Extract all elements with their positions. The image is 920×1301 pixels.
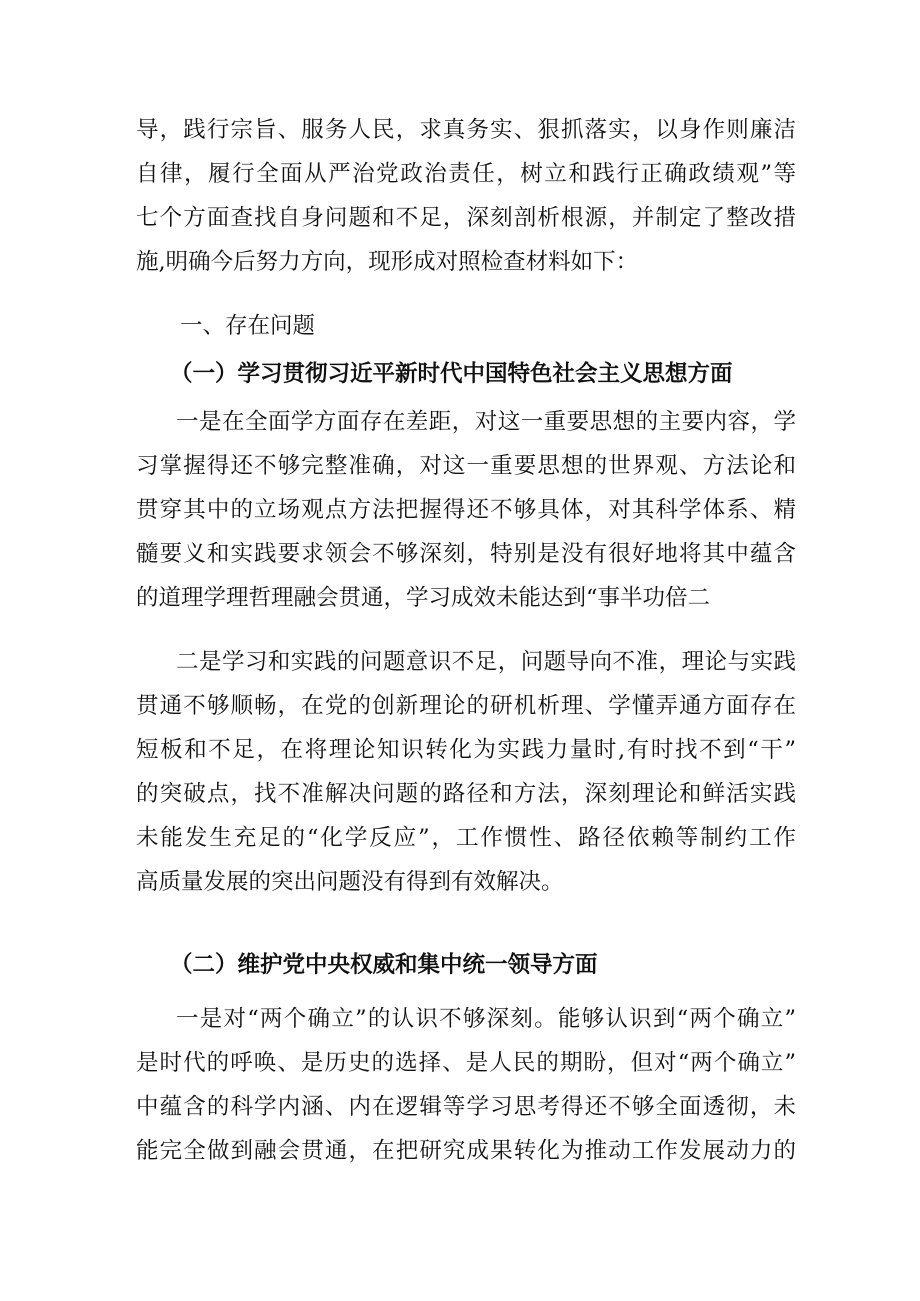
paragraph-line: 的道理学理哲理融会贯通，学习成效未能达到“事半功倍二 (136, 585, 711, 611)
section-heading: 一、存在问题 (180, 313, 316, 339)
paragraph-line: 贯通不够顺畅，在党的创新理论的研机析理、学懂弄通方面存在 (136, 693, 796, 719)
paragraph-line: 短板和不足，在将理论知识转化为实践力量时,有时找不到“干” (136, 737, 796, 763)
paragraph-line: 未能发生充足的“化学反应”，工作惯性、路径依赖等制约工作 (136, 825, 796, 851)
subsection-heading-2: （二）维护党中央权威和集中统一领导方面 (170, 952, 598, 978)
intro-line: 施,明确今后努力方向，现形成对照检查材料如下： (136, 249, 639, 275)
paragraph-1 (136, 400, 796, 620)
paragraph-line: 中蕴含的科学内涵、内在逻辑等学习思考得还不够全面透彻，未 (136, 1094, 796, 1120)
paragraph-line: 髓要义和实践要求领会不够深刻，特别是没有很好地将其中蕴含 (136, 541, 796, 567)
paragraph-3 (136, 997, 796, 1173)
intro-paragraph (136, 108, 796, 284)
intro-line: 七个方面查找自身问题和不足，深刻剖析根源，并制定了整改措 (136, 205, 796, 231)
intro-line: 导，践行宗旨、服务人民，求真务实、狠抓落实，以身作则廉洁 (136, 117, 796, 143)
paragraph-line: 习掌握得还不够完整准确，对这一重要思想的世界观、方法论和 (136, 453, 796, 479)
paragraph-line: 一是在全面学方面存在差距，对这一重要思想的主要内容，学 (176, 409, 796, 435)
subsection-heading-1: （一）学习贯彻习近平新时代中国特色社会主义思想方面 (170, 361, 733, 387)
paragraph-line: 贯穿其中的立场观点方法把握得还不够具体，对其科学体系、精 (136, 497, 796, 523)
paragraph-line: 一是对“两个确立”的认识不够深刻。能够认识到“两个确立” (176, 1006, 796, 1032)
paragraph-line: 二是学习和实践的问题意识不足，问题导向不准，理论与实践 (176, 649, 796, 675)
paragraph-line: 高质量发展的突出问题没有得到有效解决。 (136, 869, 564, 895)
paragraph-line: 的突破点，找不准解决问题的路径和方法，深刻理论和鲜活实践 (136, 781, 796, 807)
intro-line: 自律，履行全面从严治党政治责任，树立和践行正确政绩观”等 (136, 161, 796, 187)
paragraph-2 (136, 640, 796, 904)
paragraph-line: 是时代的呼唤、是历史的选择、是人民的期盼，但对“两个确立” (136, 1050, 796, 1076)
paragraph-line: 能完全做到融会贯通，在把研究成果转化为推动工作发展动力的 (136, 1138, 796, 1164)
